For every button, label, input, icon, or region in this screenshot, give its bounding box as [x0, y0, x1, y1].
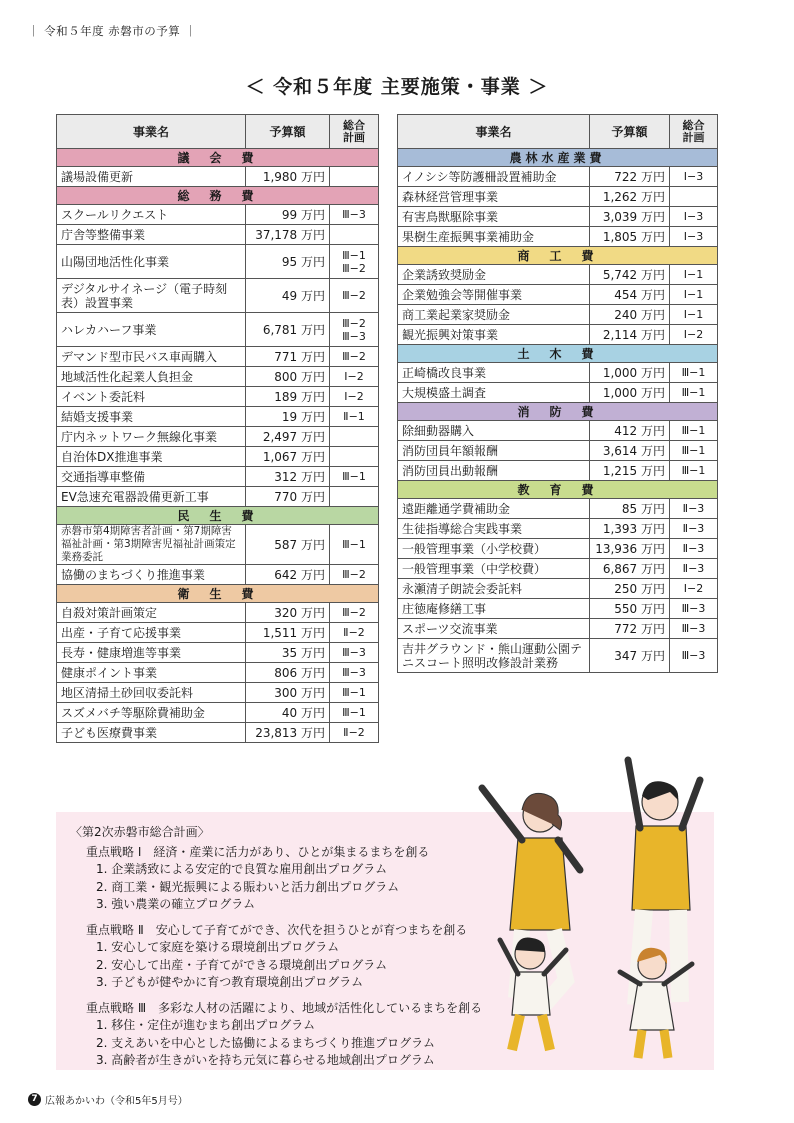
- project-name: 観光振興対策事業: [398, 325, 590, 345]
- budget-amount: 3,614 万円: [590, 441, 670, 461]
- budget-row: [57, 427, 379, 447]
- strategy-item: 2. 支えあいを中心とした協働によるまちづくり推進プログラム: [96, 1035, 436, 1050]
- strategy-label: 重点戦略 Ⅱ 安心して子育てができ、次代を担うひとが育つまちを創る: [86, 922, 468, 937]
- plan-code: Ⅲ−1: [670, 421, 718, 441]
- budget-row: [398, 499, 718, 519]
- plan-code: Ⅰ−3: [670, 207, 718, 227]
- budget-row: [398, 441, 718, 461]
- plan-code: Ⅲ−3: [670, 639, 718, 673]
- budget-amount: 95 万円: [246, 245, 330, 279]
- project-name: イベント委託料: [57, 387, 246, 407]
- project-name: スズメバチ等駆除費補助金: [57, 703, 246, 723]
- project-name: 有害鳥獣駆除事業: [398, 207, 590, 227]
- project-name: 企業誘致奨励金: [398, 265, 590, 285]
- project-name: スクールリクエスト: [57, 205, 246, 225]
- project-name: 赤磐市第4期障害者計画・第7期障害福祉計画・第3期障害児福祉計画策定業務委託: [57, 525, 246, 565]
- budget-row: [398, 363, 718, 383]
- budget-amount: 1,980 万円: [246, 167, 330, 187]
- plan-code: Ⅲ−3: [670, 599, 718, 619]
- plan-code: Ⅰ−1: [670, 305, 718, 325]
- strategy-item: 3. 強い農業の確立プログラム: [96, 897, 256, 911]
- plan-code: Ⅲ−1: [670, 383, 718, 403]
- plan-code: Ⅲ−2: [330, 603, 379, 623]
- budget-amount: 35 万円: [246, 643, 330, 663]
- project-name: イノシシ等防護柵設置補助金: [398, 167, 590, 187]
- section-header: ｜ 令和５年度 赤磐市の予算 ｜: [28, 24, 197, 38]
- budget-row: [57, 347, 379, 367]
- col-header-budget: 予算額: [246, 115, 330, 149]
- plan-code: Ⅰ−2: [670, 579, 718, 599]
- category-row: [398, 403, 718, 421]
- budget-amount: 550 万円: [590, 599, 670, 619]
- budget-amount: 250 万円: [590, 579, 670, 599]
- col-header-plan: [670, 115, 718, 149]
- budget-amount: 1,805 万円: [590, 227, 670, 247]
- budget-row: [57, 663, 379, 683]
- budget-row: [57, 703, 379, 723]
- budget-amount: 2,114 万円: [590, 325, 670, 345]
- budget-row: [57, 167, 379, 187]
- plan-code: Ⅰ−1: [670, 265, 718, 285]
- category-label: 商 工 費: [398, 247, 718, 265]
- budget-row: [57, 525, 379, 565]
- budget-amount: 5,742 万円: [590, 265, 670, 285]
- category-row: [57, 149, 379, 167]
- plan-code: Ⅱ−3: [670, 519, 718, 539]
- budget-amount: 240 万円: [590, 305, 670, 325]
- budget-row: [398, 539, 718, 559]
- category-row: [398, 345, 718, 363]
- plan-code: [670, 187, 718, 207]
- col-header-plan-label: 総合 計画: [682, 118, 705, 144]
- budget-row: [398, 207, 718, 227]
- plan-code: Ⅲ−1: [330, 683, 379, 703]
- category-label: 総 務 費: [57, 187, 379, 205]
- budget-amount: 770 万円: [246, 487, 330, 507]
- category-label: 衛 生 費: [57, 585, 379, 603]
- project-name: 生徒指導総合実践事業: [398, 519, 590, 539]
- budget-row: [57, 603, 379, 623]
- budget-row: [57, 367, 379, 387]
- plan-code: Ⅲ−2: [330, 565, 379, 585]
- budget-table-left: [56, 114, 379, 743]
- project-name: EV急速充電器設備更新工事: [57, 487, 246, 507]
- project-name: 企業勉強会等開催事業: [398, 285, 590, 305]
- category-row: [57, 585, 379, 603]
- plan-code: Ⅲ−1: [670, 461, 718, 481]
- budget-row: [57, 279, 379, 313]
- plan-code: Ⅰ−2: [330, 387, 379, 407]
- budget-amount: 85 万円: [590, 499, 670, 519]
- strategy-label: 重点戦略 Ⅲ 多彩な人材の活躍により、地域が活性化しているまちを創る: [86, 1000, 483, 1015]
- budget-amount: 23,813 万円: [246, 723, 330, 743]
- budget-amount: 722 万円: [590, 167, 670, 187]
- plan-code: Ⅲ−1: [330, 703, 379, 723]
- category-row: [57, 507, 379, 525]
- category-label: 民 生 費: [57, 507, 379, 525]
- category-row: [398, 481, 718, 499]
- plan-code: Ⅲ−3: [330, 205, 379, 225]
- strategy-item: 1. 移住・定住が進むまち創出プログラム: [96, 1018, 316, 1032]
- budget-amount: 189 万円: [246, 387, 330, 407]
- plan-code: Ⅲ−1: [330, 467, 379, 487]
- budget-amount: 1,393 万円: [590, 519, 670, 539]
- category-label: 議 会 費: [57, 149, 379, 167]
- budget-amount: 800 万円: [246, 367, 330, 387]
- project-name: 森林経営管理事業: [398, 187, 590, 207]
- project-name: 大規模盛土調査: [398, 383, 590, 403]
- budget-table-right: [397, 114, 718, 673]
- project-name: 一般管理事業（小学校費）: [398, 539, 590, 559]
- budget-row: [57, 245, 379, 279]
- strategy-item: 2. 安心して出産・子育てができる環境創出プログラム: [96, 957, 388, 972]
- project-name: 結婚支援事業: [57, 407, 246, 427]
- budget-amount: 6,781 万円: [246, 313, 330, 347]
- plan-code: Ⅱ−3: [670, 539, 718, 559]
- plan-code: Ⅲ−1: [330, 525, 379, 565]
- plan-code: Ⅰ−2: [330, 367, 379, 387]
- budget-row: [57, 683, 379, 703]
- category-label: 土 木 費: [398, 345, 718, 363]
- budget-row: [398, 519, 718, 539]
- budget-amount: 49 万円: [246, 279, 330, 313]
- budget-amount: 6,867 万円: [590, 559, 670, 579]
- plan-strategy-1: [70, 844, 482, 914]
- budget-row: [398, 227, 718, 247]
- project-name: 健康ポイント事業: [57, 663, 246, 683]
- page-number: 7: [28, 1093, 41, 1106]
- project-name: 出産・子育て応援事業: [57, 623, 246, 643]
- strategy-item: 2. 商工業・観光振興による賑わいと活力創出プログラム: [96, 879, 400, 894]
- project-name: 子ども医療費事業: [57, 723, 246, 743]
- plan-code: Ⅲ−3: [330, 643, 379, 663]
- plan-code: [330, 427, 379, 447]
- budget-row: [57, 313, 379, 347]
- budget-row: [398, 579, 718, 599]
- budget-amount: 312 万円: [246, 467, 330, 487]
- col-header-plan-label: 総合 計画: [343, 118, 365, 144]
- plan-code: Ⅱ−1: [330, 407, 379, 427]
- budget-row: [398, 639, 718, 673]
- strategy-item: 1. 企業誘致による安定的で良質な雇用創出プログラム: [96, 862, 388, 876]
- budget-row: [398, 599, 718, 619]
- budget-amount: 3,039 万円: [590, 207, 670, 227]
- category-row: [398, 247, 718, 265]
- budget-row: [398, 461, 718, 481]
- plan-code: Ⅲ−2: [330, 279, 379, 313]
- footer: [28, 1092, 188, 1107]
- budget-row: [57, 723, 379, 743]
- project-name: デジタルサイネージ（電子時刻表）設置事業: [57, 279, 246, 313]
- budget-amount: 771 万円: [246, 347, 330, 367]
- plan-strategy-3: [70, 1000, 482, 1070]
- budget-row: [398, 421, 718, 441]
- budget-amount: 1,000 万円: [590, 383, 670, 403]
- budget-row: [398, 559, 718, 579]
- category-label: 教 育 費: [398, 481, 718, 499]
- plan-strategy-2: [70, 922, 482, 992]
- plan-content: [70, 824, 482, 1070]
- budget-amount: 1,262 万円: [590, 187, 670, 207]
- plan-code: [330, 225, 379, 245]
- budget-row: [398, 383, 718, 403]
- project-name: 消防団員出動報酬: [398, 461, 590, 481]
- budget-amount: 300 万円: [246, 683, 330, 703]
- strategy-item: 3. 子どもが健やかに育つ教育環境創出プログラム: [96, 975, 364, 989]
- project-name: ハレカハーフ事業: [57, 313, 246, 347]
- col-header-budget: 予算額: [590, 115, 670, 149]
- plan-code: Ⅲ−1: [670, 441, 718, 461]
- budget-row: [398, 285, 718, 305]
- project-name: 一般管理事業（中学校費）: [398, 559, 590, 579]
- strategy-label: 重点戦略 Ⅰ 経済・産業に活力があり、ひとが集まるまちを創る: [86, 844, 430, 859]
- budget-row: [57, 407, 379, 427]
- plan-code: Ⅱ−2: [330, 723, 379, 743]
- project-name: 地区清掃土砂回収委託料: [57, 683, 246, 703]
- category-row: [57, 187, 379, 205]
- budget-amount: 40 万円: [246, 703, 330, 723]
- plan-code: [330, 447, 379, 467]
- plan-code: [330, 487, 379, 507]
- project-name: 自殺対策計画策定: [57, 603, 246, 623]
- family-illustration: [460, 740, 710, 1070]
- plan-code: Ⅱ−3: [670, 559, 718, 579]
- budget-amount: 642 万円: [246, 565, 330, 585]
- plan-code: Ⅲ−3: [330, 663, 379, 683]
- project-name: 地域活性化起業人負担金: [57, 367, 246, 387]
- budget-row: [398, 187, 718, 207]
- plan-code: Ⅰ−2: [670, 325, 718, 345]
- plan-code: Ⅰ−1: [670, 285, 718, 305]
- project-name: 果樹生産振興事業補助金: [398, 227, 590, 247]
- budget-row: [398, 325, 718, 345]
- plan-code: Ⅲ−2: [330, 347, 379, 367]
- project-name: 山陽団地活性化事業: [57, 245, 246, 279]
- budget-amount: 1,511 万円: [246, 623, 330, 643]
- budget-row: [57, 487, 379, 507]
- budget-amount: 1,000 万円: [590, 363, 670, 383]
- project-name: 庄徳庵修繕工事: [398, 599, 590, 619]
- project-name: 協働のまちづくり推進事業: [57, 565, 246, 585]
- budget-amount: 37,178 万円: [246, 225, 330, 245]
- budget-amount: 454 万円: [590, 285, 670, 305]
- budget-amount: 806 万円: [246, 663, 330, 683]
- strategy-item: 3. 高齢者が生きがいを持ち元気に暮らせる地域創出プログラム: [96, 1053, 435, 1067]
- right-body: [398, 149, 718, 673]
- budget-amount: 772 万円: [590, 619, 670, 639]
- plan-code: Ⅲ−2 Ⅲ−3: [330, 313, 379, 347]
- project-name: デマンド型市民バス車両購入: [57, 347, 246, 367]
- project-name: 庁内ネットワーク無線化事業: [57, 427, 246, 447]
- plan-code: Ⅰ−3: [670, 167, 718, 187]
- category-label: 消 防 費: [398, 403, 718, 421]
- budget-row: [398, 265, 718, 285]
- project-name: 交通指導車整備: [57, 467, 246, 487]
- budget-row: [57, 467, 379, 487]
- plan-title: 〈第2次赤磐市総合計画〉: [70, 825, 210, 839]
- project-name: 吉井グラウンド・熊山運動公園テニスコート照明改修設計業務: [398, 639, 590, 673]
- project-name: 永瀬清子朗読会委託料: [398, 579, 590, 599]
- budget-amount: 587 万円: [246, 525, 330, 565]
- left-body: [57, 149, 379, 743]
- budget-amount: 13,936 万円: [590, 539, 670, 559]
- budget-row: [57, 205, 379, 225]
- budget-amount: 412 万円: [590, 421, 670, 441]
- project-name: 除細動器購入: [398, 421, 590, 441]
- col-header-name: 事業名: [57, 115, 246, 149]
- plan-code: Ⅲ−3: [670, 619, 718, 639]
- project-name: 商工業起業家奨励金: [398, 305, 590, 325]
- budget-row: [57, 565, 379, 585]
- project-name: 長寿・健康増進等事業: [57, 643, 246, 663]
- budget-row: [57, 387, 379, 407]
- project-name: 正崎橋改良事業: [398, 363, 590, 383]
- project-name: 消防団員年額報酬: [398, 441, 590, 461]
- budget-row: [398, 619, 718, 639]
- budget-row: [57, 447, 379, 467]
- budget-row: [398, 305, 718, 325]
- project-name: 自治体DX推進事業: [57, 447, 246, 467]
- col-header-plan: [330, 115, 379, 149]
- budget-amount: 19 万円: [246, 407, 330, 427]
- category-label: 農林水産業費: [398, 149, 718, 167]
- plan-code: Ⅱ−3: [670, 499, 718, 519]
- budget-amount: 99 万円: [246, 205, 330, 225]
- budget-amount: 347 万円: [590, 639, 670, 673]
- col-header-name: 事業名: [398, 115, 590, 149]
- plan-code: Ⅲ−1 Ⅲ−2: [330, 245, 379, 279]
- plan-code: Ⅱ−2: [330, 623, 379, 643]
- budget-row: [57, 643, 379, 663]
- project-name: 議場設備更新: [57, 167, 246, 187]
- budget-row: [57, 225, 379, 245]
- budget-row: [57, 623, 379, 643]
- plan-code: Ⅲ−1: [670, 363, 718, 383]
- plan-code: [330, 167, 379, 187]
- budget-row: [398, 167, 718, 187]
- budget-amount: 2,497 万円: [246, 427, 330, 447]
- budget-amount: 1,215 万円: [590, 461, 670, 481]
- budget-amount: 1,067 万円: [246, 447, 330, 467]
- budget-amount: 320 万円: [246, 603, 330, 623]
- publication-name: 広報あかいわ（令和5年5月号）: [45, 1096, 188, 1107]
- strategy-item: 1. 安心して家庭を築ける環境創出プログラム: [96, 940, 340, 954]
- project-name: 庁舎等整備事業: [57, 225, 246, 245]
- category-row: [398, 149, 718, 167]
- project-name: 遠距離通学費補助金: [398, 499, 590, 519]
- project-name: スポーツ交流事業: [398, 619, 590, 639]
- plan-code: Ⅰ−3: [670, 227, 718, 247]
- page-title: ＜ 令和５年度 主要施策・事業 ＞: [245, 76, 549, 98]
